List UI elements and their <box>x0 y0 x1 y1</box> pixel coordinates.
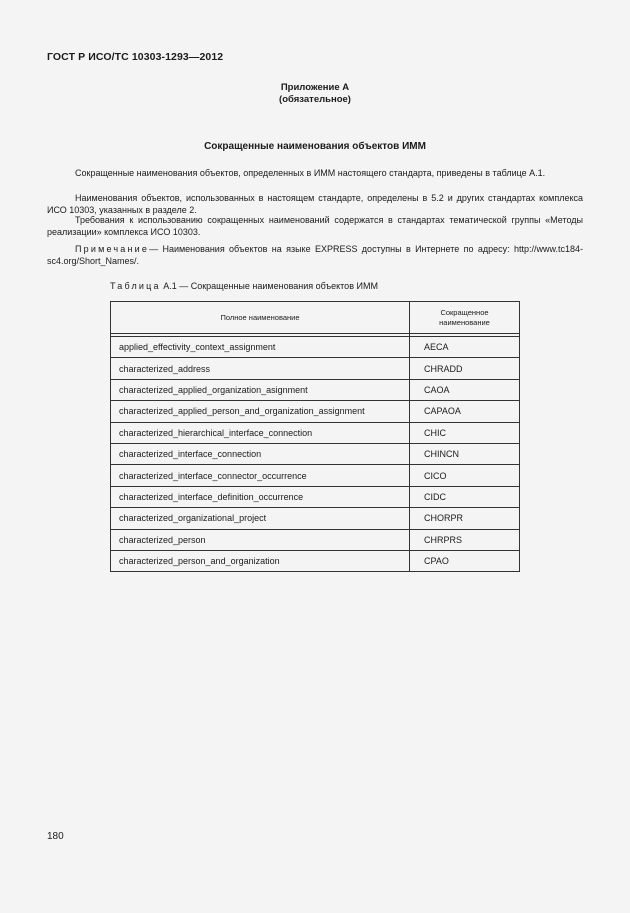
table-row <box>111 465 520 486</box>
paragraph-2-text: Наименования объектов, использованных в настоящем стандарте, определены в 5.2 и других стандартах комплекса ИСО 10303, указанных в разделе 2. <box>47 193 583 215</box>
full-name-cell: characterized_organizational_project <box>111 508 410 529</box>
short-name-cell: CHRADD <box>410 358 520 379</box>
table-header-row <box>111 302 520 334</box>
full-name-cell: characterized_person_and_organization <box>111 550 410 571</box>
full-name-cell: characterized_address <box>111 358 410 379</box>
table-row <box>111 486 520 507</box>
full-name-cell: characterized_interface_connection <box>111 443 410 464</box>
short-name-cell: CHIC <box>410 422 520 443</box>
column-header-short-name <box>410 302 520 334</box>
paragraph-1-text: Сокращенные наименования объектов, определенных в ИММ настоящего стандарта, приведены в таблице А.1. <box>75 168 546 178</box>
short-name-cell: CPAO <box>410 550 520 571</box>
full-name-cell: applied_effectivity_context_assignment <box>111 337 410 358</box>
full-name-cell: characterized_interface_definition_occurrence <box>111 486 410 507</box>
note-label: Примечание <box>75 244 150 254</box>
full-name-cell: characterized_applied_organization_asignment <box>111 379 410 400</box>
table-row <box>111 529 520 550</box>
full-name-cell: characterized_hierarchical_interface_connection <box>111 422 410 443</box>
table-caption-text: А.1 — Сокращенные наименования объектов ИММ <box>163 281 378 291</box>
paragraph-3-text: Требования к использованию сокращенных наименований содержатся в стандартах тематической группы «Методы реализации» комплекса ИСО 10303. <box>47 215 583 237</box>
paragraph-2 <box>47 192 583 216</box>
section-title: Сокращенные наименования объектов ИММ <box>204 141 426 152</box>
table-row <box>111 443 520 464</box>
table-row <box>111 379 520 400</box>
table-row <box>111 422 520 443</box>
short-name-cell: CHINCN <box>410 443 520 464</box>
short-name-cell: CIDC <box>410 486 520 507</box>
note-paragraph <box>47 243 583 267</box>
full-name-cell: characterized_applied_person_and_organization_assignment <box>111 401 410 422</box>
full-name-cell: characterized_interface_connector_occurrence <box>111 465 410 486</box>
table-row <box>111 508 520 529</box>
note-text: — Наименования объектов на языке EXPRESS доступны в Интернете по адресу: http://www.tc184-sc4.org/Short_Names/. <box>47 244 583 266</box>
abbreviations-table <box>110 301 520 572</box>
annex-title: Приложение А <box>280 82 350 93</box>
table-row <box>111 401 520 422</box>
table-caption-label: Таблица <box>110 281 161 291</box>
short-name-cell: CAOA <box>410 379 520 400</box>
column-header-full-name: Полное наименование <box>111 302 410 334</box>
column-header-short-line1: Сокращенное <box>440 307 489 317</box>
page-number: 180 <box>47 831 64 842</box>
document-header: ГОСТ Р ИСО/ТС 10303-1293—2012 <box>47 51 224 63</box>
table-row <box>111 550 520 571</box>
short-name-cell: CHRPRS <box>410 529 520 550</box>
short-name-cell: CICO <box>410 465 520 486</box>
paragraph-1 <box>47 167 583 179</box>
annex-subtitle: (обязательное) <box>279 94 351 105</box>
table-row <box>111 358 520 379</box>
full-name-cell: characterized_person <box>111 529 410 550</box>
paragraph-3 <box>47 214 583 238</box>
table-caption <box>110 281 378 291</box>
column-header-short-line2: наименование <box>439 317 490 327</box>
short-name-cell: AECA <box>410 337 520 358</box>
short-name-cell: CAPAOA <box>410 401 520 422</box>
table-row <box>111 337 520 358</box>
short-name-cell: CHORPR <box>410 508 520 529</box>
